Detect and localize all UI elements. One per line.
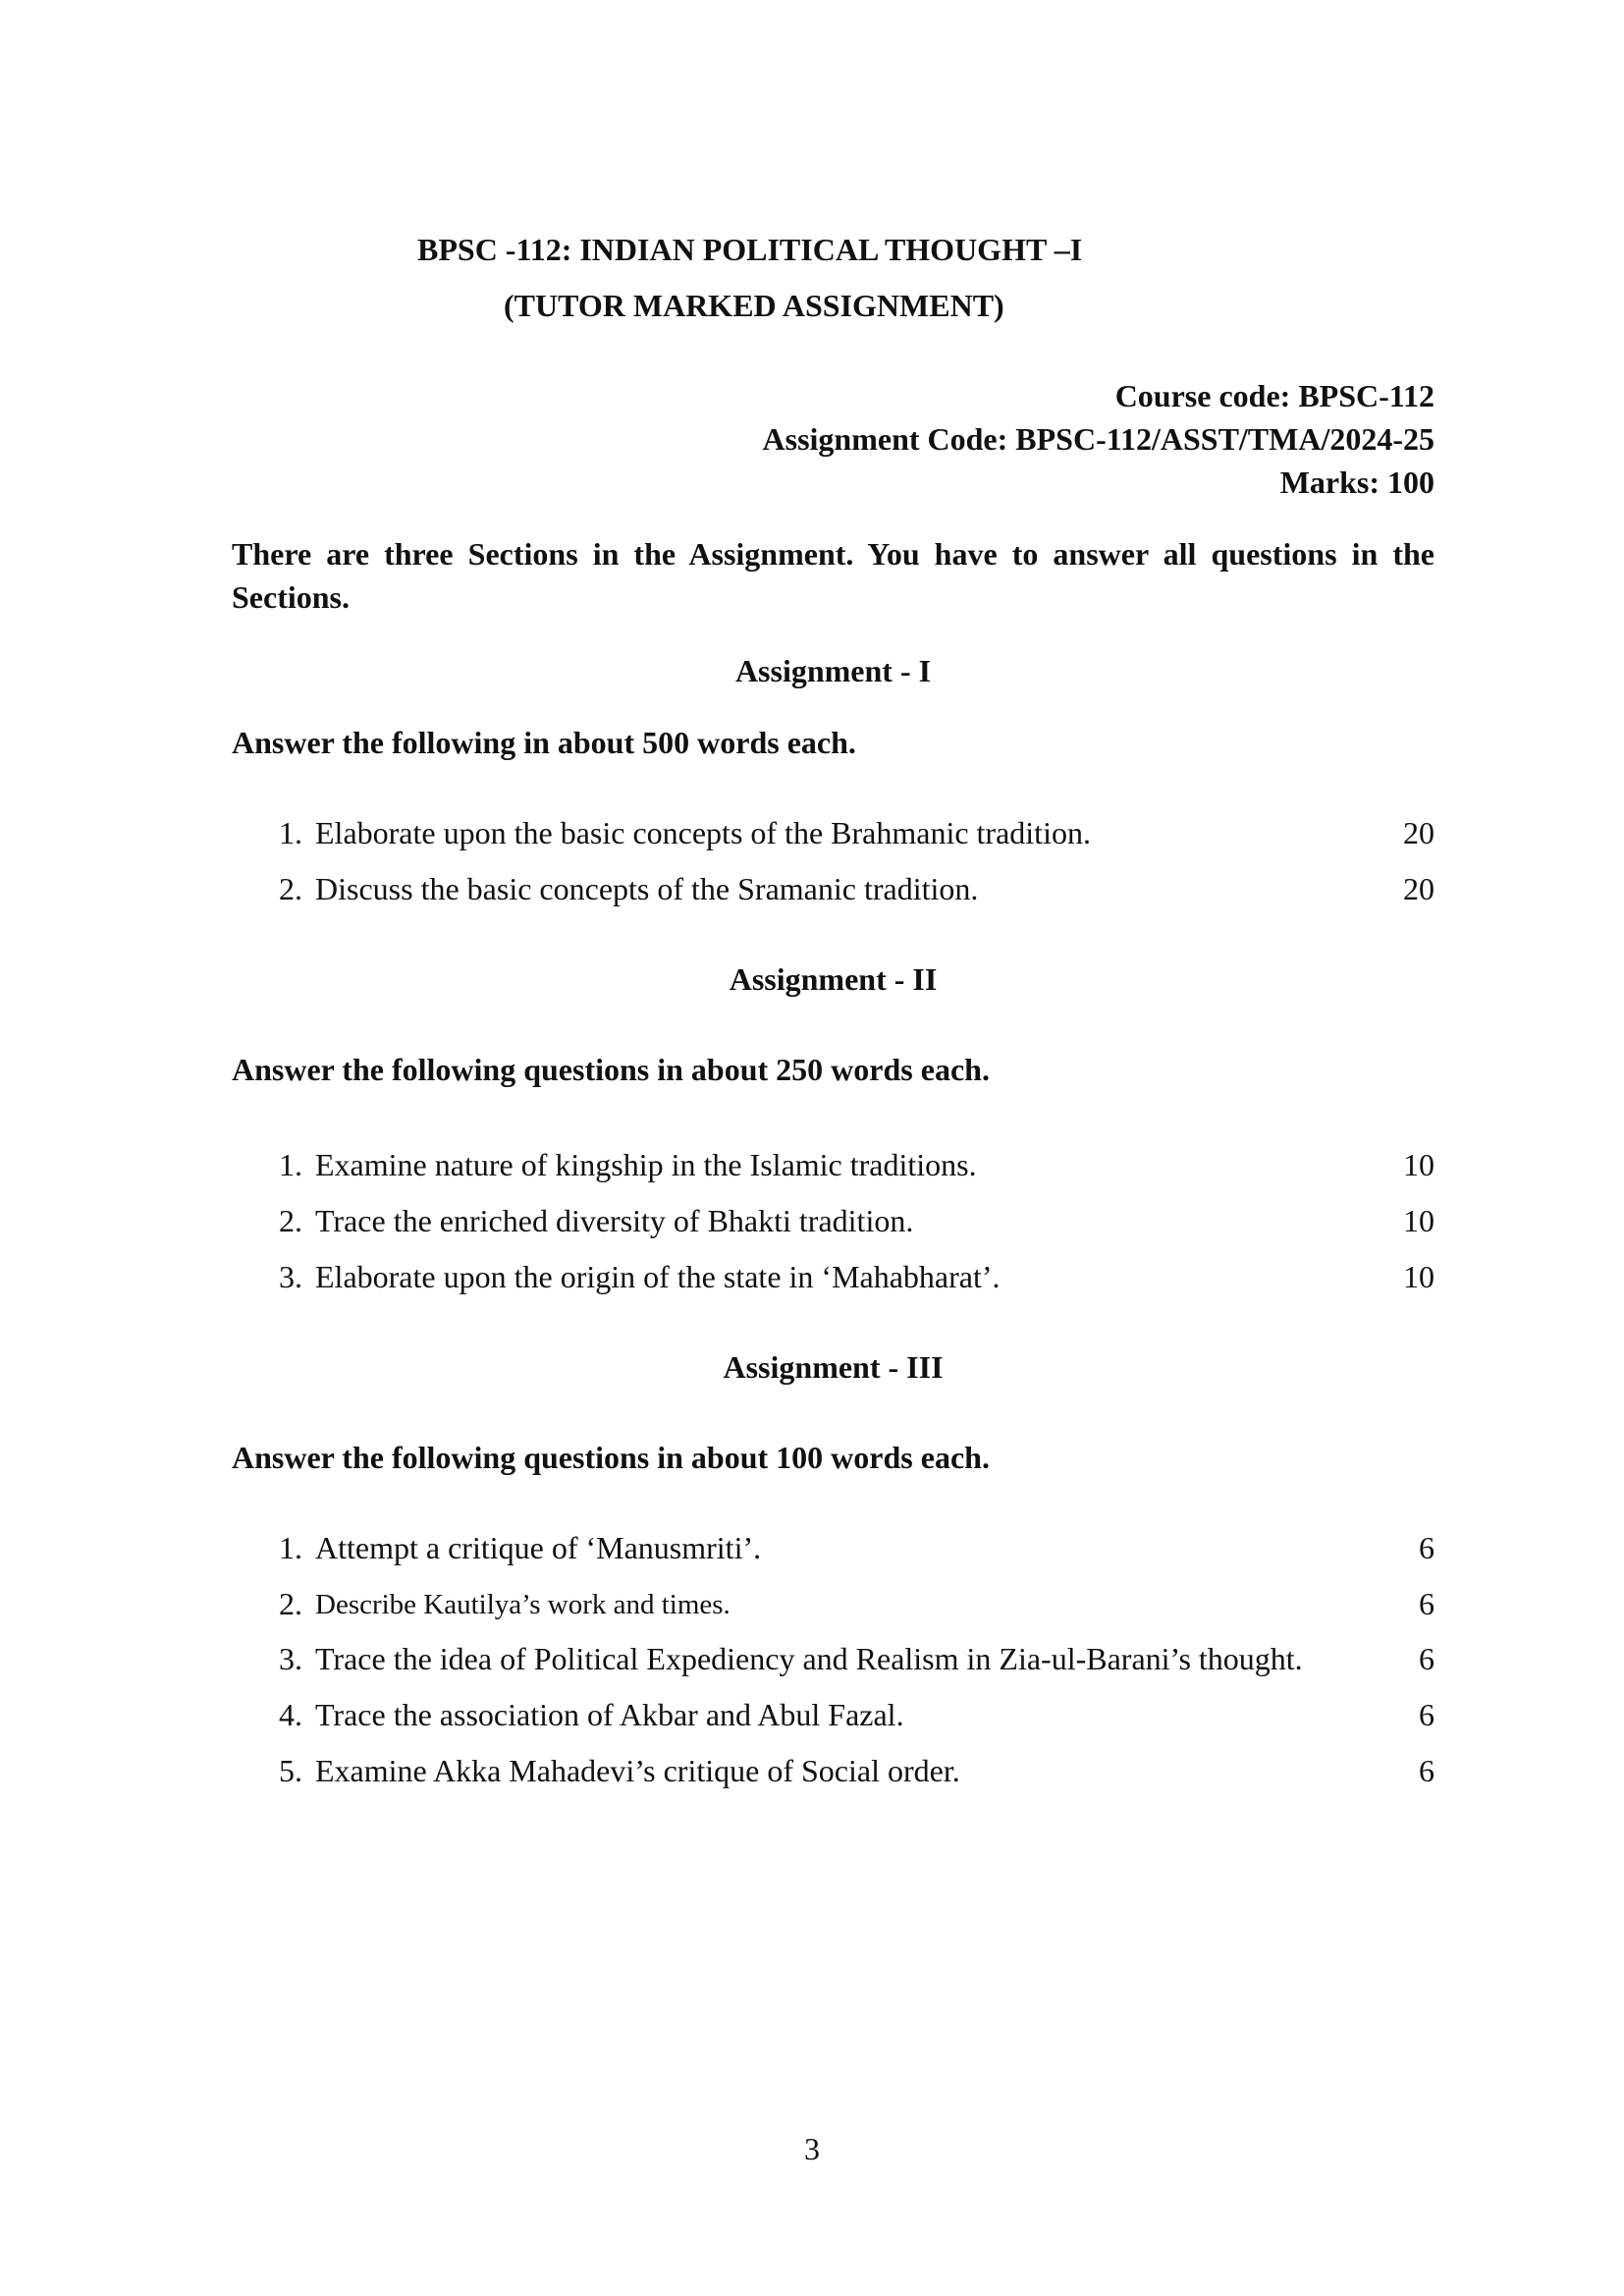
question-marks: 10 — [1403, 1259, 1435, 1294]
question-row — [263, 871, 1435, 910]
question-text: Describe Kautilya’s work and times. — [315, 1589, 731, 1620]
question-row — [263, 1753, 1435, 1792]
assignment-code: Assignment Code: BPSC-112/ASST/TMA/2024-25 — [762, 421, 1435, 457]
intro-instructions: There are three Sections in the Assignment. You have to answer all questions in the Sections. — [232, 536, 1435, 615]
document-title: BPSC -112: INDIAN POLITICAL THOUGHT –I — [417, 232, 1083, 267]
question-row — [263, 1697, 1435, 1736]
question-number: 2. — [279, 871, 302, 906]
page-number: 3 — [804, 2131, 820, 2166]
question-text: Trace the enriched diversity of Bhakti tradition. — [315, 1203, 914, 1238]
question-marks: 20 — [1403, 815, 1435, 850]
question-number: 1. — [279, 1147, 302, 1182]
question-number: 2. — [279, 1203, 302, 1238]
question-row — [263, 1586, 1435, 1625]
question-marks: 20 — [1403, 871, 1435, 906]
question-marks: 10 — [1403, 1147, 1435, 1182]
question-number: 1. — [279, 1530, 302, 1565]
question-row — [263, 1147, 1435, 1186]
section-instruction-1: Answer the following in about 500 words each. — [232, 725, 856, 760]
question-number: 2. — [279, 1586, 302, 1621]
question-text: Elaborate upon the origin of the state in ‘Mahabharat’. — [315, 1259, 1001, 1294]
section-instruction-3: Answer the following questions in about 100 words each. — [232, 1440, 990, 1475]
question-row — [263, 1259, 1435, 1298]
question-row — [263, 1530, 1435, 1569]
question-number: 1. — [279, 815, 302, 850]
question-row — [263, 1203, 1435, 1242]
question-marks: 6 — [1419, 1753, 1435, 1788]
course-code: Course code: BPSC-112 — [1114, 378, 1435, 413]
question-text: Examine nature of kingship in the Islamic traditions. — [315, 1147, 977, 1182]
question-row — [263, 815, 1435, 854]
question-marks: 6 — [1419, 1697, 1435, 1732]
section-instruction-2: Answer the following questions in about 250 words each. — [232, 1052, 990, 1087]
question-row — [263, 1641, 1435, 1680]
question-number: 3. — [279, 1259, 302, 1294]
section-heading-1: Assignment - I — [734, 653, 932, 688]
question-marks: 6 — [1419, 1586, 1435, 1621]
section-heading-3: Assignment - III — [723, 1349, 944, 1385]
question-number: 4. — [279, 1697, 302, 1732]
document-subtitle: (TUTOR MARKED ASSIGNMENT) — [504, 288, 1004, 323]
question-marks: 10 — [1403, 1203, 1435, 1238]
section-heading-2: Assignment - II — [729, 961, 938, 997]
question-text: Elaborate upon the basic concepts of the Brahmanic tradition. — [315, 815, 1091, 850]
total-marks: Marks: 100 — [1279, 465, 1435, 500]
question-text: Trace the idea of Political Expediency and Realism in Zia-ul-Barani’s thought. — [315, 1641, 1303, 1676]
question-marks: 6 — [1419, 1641, 1435, 1676]
question-text: Discuss the basic concepts of the Sramanic tradition. — [315, 871, 979, 906]
question-text: Examine Akka Mahadevi’s critique of Social order. — [315, 1753, 960, 1788]
question-text: Attempt a critique of ‘Manusmriti’. — [315, 1530, 762, 1565]
question-number: 3. — [279, 1641, 302, 1676]
question-number: 5. — [279, 1753, 302, 1788]
question-text: Trace the association of Akbar and Abul Fazal. — [315, 1697, 904, 1732]
question-marks: 6 — [1419, 1530, 1435, 1565]
